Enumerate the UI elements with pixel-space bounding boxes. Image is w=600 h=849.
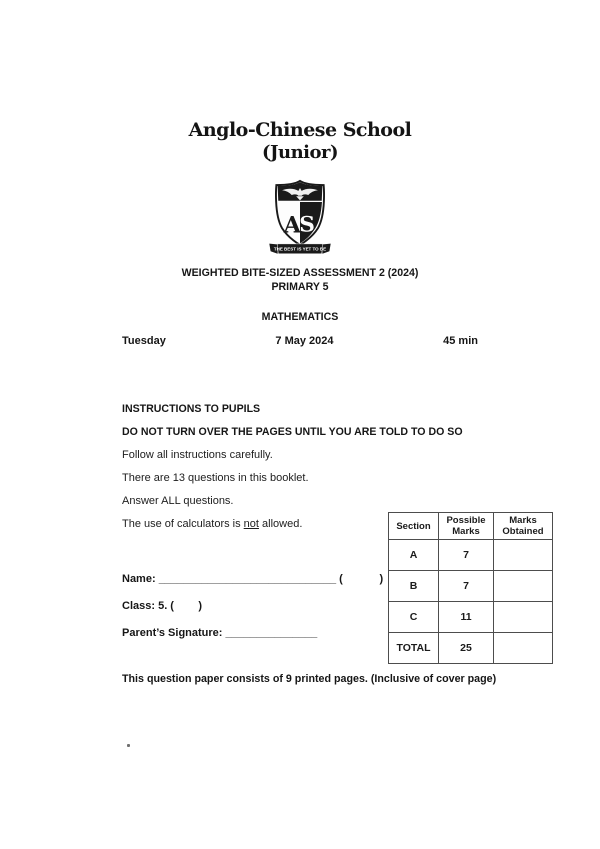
col-header-marks-obtained: Marks Obtained <box>494 513 553 540</box>
motto-banner <box>269 244 330 254</box>
section-c-label: C <box>389 602 439 633</box>
assessment-title: WEIGHTED BITE-SIZED ASSESSMENT 2 (2024) <box>181 267 419 279</box>
section-a-possible: 7 <box>439 540 494 571</box>
table-row <box>389 633 553 664</box>
schedule-day: Tuesday <box>122 335 166 347</box>
subject-title: MATHEMATICS <box>261 311 339 323</box>
school-crest <box>268 179 332 262</box>
table-row <box>389 571 553 602</box>
total-possible: 25 <box>439 633 494 664</box>
marks-table <box>388 512 553 664</box>
schedule-date: 7 May 2024 <box>275 335 334 347</box>
name-label: Name: <box>122 573 159 585</box>
calculator-prefix: The use of calculators is <box>122 518 244 530</box>
class-field: Class: 5. ( ) <box>122 600 203 612</box>
calculator-suffix: allowed. <box>258 518 303 530</box>
scan-artifact-dot <box>127 744 130 747</box>
name-index-bracket: ( ) <box>336 573 384 585</box>
school-branch: (Junior) <box>261 142 339 163</box>
calculator-not: not <box>243 518 259 530</box>
section-a-label: A <box>389 540 439 571</box>
schedule-row <box>122 335 478 347</box>
section-b-obtained <box>494 571 553 602</box>
level-title: PRIMARY 5 <box>271 281 329 293</box>
section-c-possible: 11 <box>439 602 494 633</box>
schedule-duration: 45 min <box>443 335 478 347</box>
instructions-warning: DO NOT TURN OVER THE PAGES UNTIL YOU ARE TOLD TO DO SO <box>122 426 463 438</box>
total-obtained <box>494 633 553 664</box>
instructions-heading: INSTRUCTIONS TO PUPILS <box>122 403 261 415</box>
school-name: Anglo-Chinese School <box>188 119 412 141</box>
name-blank: _____________________________ <box>158 573 337 585</box>
signature-field <box>122 626 383 640</box>
pupil-fields <box>122 572 383 653</box>
monogram-letter-s: S <box>299 212 315 238</box>
crest-icon <box>268 179 332 257</box>
page-count-note: This question paper consists of 9 printed pages. (Inclusive of cover page) <box>122 673 497 685</box>
instruction-answer-all: Answer ALL questions. <box>122 495 234 507</box>
section-b-possible: 7 <box>439 571 494 602</box>
section-c-obtained <box>494 602 553 633</box>
signature-blank: _______________ <box>225 627 318 639</box>
instruction-follow: Follow all instructions carefully. <box>122 449 273 461</box>
name-field <box>122 572 383 586</box>
table-row <box>389 540 553 571</box>
signature-label: Parent’s Signature: <box>122 627 226 639</box>
school-header <box>0 119 600 163</box>
col-header-section: Section <box>389 513 439 540</box>
total-label: TOTAL <box>389 633 439 664</box>
instruction-question-count: There are 13 questions in this booklet. <box>122 472 309 484</box>
section-a-obtained <box>494 540 553 571</box>
monogram-letter-a: A <box>283 212 302 239</box>
marks-table-header-row <box>389 513 553 540</box>
section-b-label: B <box>389 571 439 602</box>
table-row <box>389 602 553 633</box>
col-header-possible-marks: Possible Marks <box>439 513 494 540</box>
motto-text: THE BEST IS YET TO BE <box>273 246 327 252</box>
title-block <box>0 266 600 324</box>
